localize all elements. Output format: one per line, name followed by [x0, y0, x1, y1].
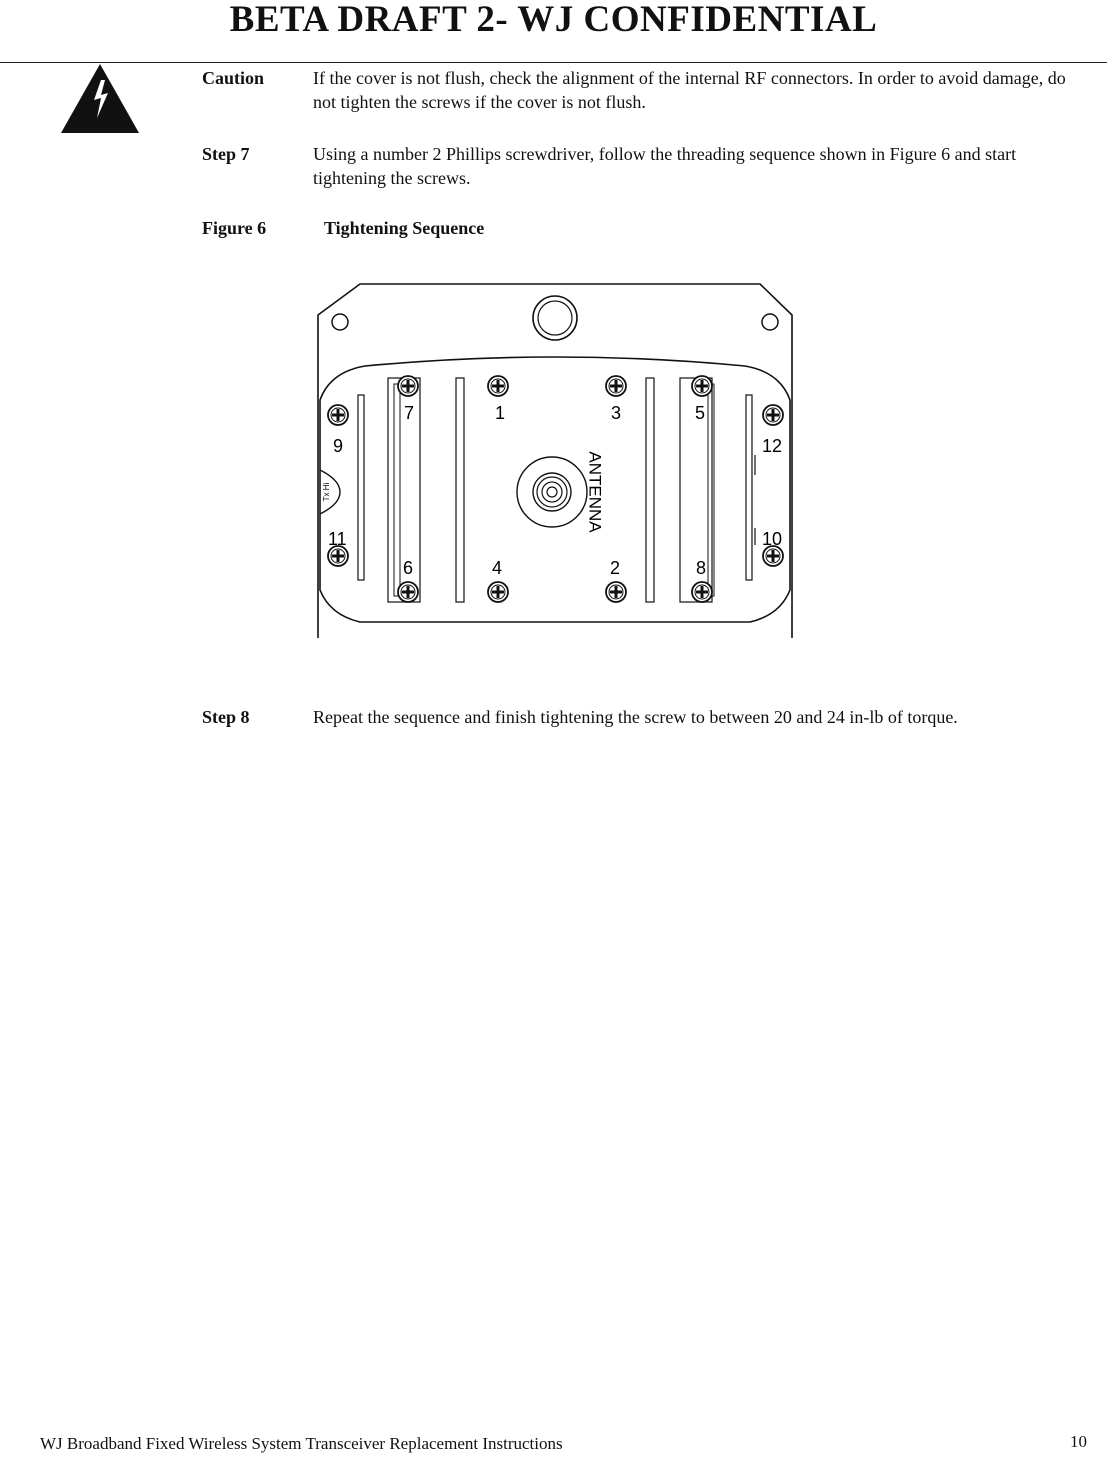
- heatsink-slot: [708, 384, 714, 596]
- screw-number: 10: [762, 529, 783, 549]
- screw-number: 9: [333, 436, 344, 456]
- antenna-connector: [517, 457, 587, 527]
- antenna-label: ANTENNA: [585, 451, 605, 533]
- heatsink-slot: [358, 395, 364, 580]
- tightening-sequence-diagram: [300, 270, 810, 650]
- screw-number: 12: [762, 436, 783, 456]
- screw-icon: [606, 582, 626, 602]
- page-number: 10: [1070, 1432, 1087, 1451]
- screw-icon: [488, 582, 508, 602]
- step-label: Step 7: [202, 144, 250, 164]
- header-rule: [0, 62, 1107, 63]
- screw-icon: [692, 582, 712, 602]
- heatsink-slot: [646, 378, 654, 602]
- screw-icon: [398, 376, 418, 396]
- housing-outline: [318, 284, 792, 638]
- screw-icon: [328, 546, 348, 566]
- confidential-banner: BETA DRAFT 2- WJ CONFIDENTIAL: [229, 0, 878, 40]
- screw-icon: [488, 376, 508, 396]
- warning-triangle-icon: [60, 62, 140, 134]
- screw-number: 6: [403, 558, 414, 578]
- mounting-hole-left: [332, 314, 348, 330]
- screw-icon: [328, 405, 348, 425]
- screw-number: 3: [611, 403, 622, 423]
- footer-document-title: WJ Broadband Fixed Wireless System Transceiver Replacement Instructions: [40, 1434, 563, 1453]
- cover-plate: [320, 357, 790, 622]
- screw-number: 2: [610, 558, 621, 578]
- tx-hi-tab: [320, 470, 340, 514]
- tx-hi-label: Tx Hi: [322, 482, 331, 502]
- heatsink-slot: [394, 384, 400, 596]
- step-text: Repeat the sequence and finish tightening the screw to between 20 and 24 in-lb of torque.: [313, 707, 958, 727]
- screw-number: 7: [404, 403, 415, 423]
- heatsink-slot: [746, 395, 752, 580]
- step-label: Step 8: [202, 707, 250, 727]
- mounting-hole-right: [762, 314, 778, 330]
- figure-title: Tightening Sequence: [324, 218, 485, 238]
- top-port: [533, 296, 577, 340]
- step-text: Using a number 2 Phillips screwdriver, follow the threading sequence shown in Figure 6 and start tightening the screws.: [313, 144, 1017, 188]
- screw-number: 8: [696, 558, 707, 578]
- screw-icon: [763, 546, 783, 566]
- screw-icon: [692, 376, 712, 396]
- caution-text: If the cover is not flush, check the alignment of the internal RF connectors. In order to avoid damage, do not tighten the screws if the cover is not flush.: [313, 68, 1066, 112]
- screw-number: 5: [695, 403, 706, 423]
- screw-number: 4: [492, 558, 503, 578]
- screw-number: 11: [328, 529, 347, 549]
- figure-label: Figure 6: [202, 218, 267, 238]
- screw-icon: [763, 405, 783, 425]
- heatsink-slot: [456, 378, 464, 602]
- screw-icon: [606, 376, 626, 396]
- screw-number: 1: [495, 403, 506, 423]
- screw-icon: [398, 582, 418, 602]
- caution-label: Caution: [202, 68, 265, 88]
